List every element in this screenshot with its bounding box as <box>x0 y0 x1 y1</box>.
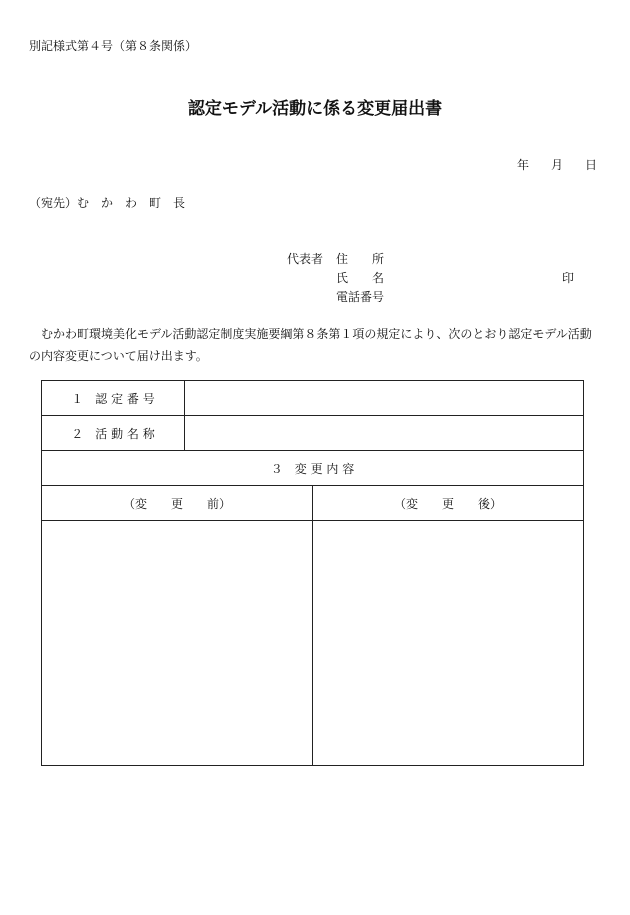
form-number: 別記様式第４号（第８条関係） <box>29 39 198 53</box>
name-label: 氏 名 <box>336 271 385 285</box>
table-row <box>42 381 584 416</box>
addressee: （宛先）む か わ 町 長 <box>29 196 186 210</box>
before-change-heading: （変 更 前） <box>42 486 313 521</box>
seal-mark: 印 <box>562 271 575 285</box>
address-label: 住 所 <box>336 252 385 266</box>
date-month-label: 月 <box>550 158 563 172</box>
certification-number-field[interactable] <box>185 381 584 416</box>
date-line <box>517 156 597 173</box>
after-change-field[interactable] <box>313 521 584 766</box>
date-year-label: 年 <box>516 158 529 172</box>
change-content-heading: ３ 変 更 内 容 <box>42 451 584 486</box>
change-notification-table <box>41 380 584 766</box>
document-title: 認定モデル活動に係る変更届出書 <box>187 99 443 119</box>
activity-name-field[interactable] <box>185 416 584 451</box>
table-row <box>42 521 584 766</box>
phone-label: 電話番号 <box>336 290 385 304</box>
body-paragraph: むかわ町環境美化モデル活動認定制度実施要綱第８条第１項の規定により、次のとおり認定モデル活動の内容変更について届け出ます。 <box>29 327 592 363</box>
after-change-heading: （変 更 後） <box>313 486 584 521</box>
table-row <box>42 486 584 521</box>
representative-label: 代表者 <box>287 252 324 266</box>
date-day-label: 日 <box>584 158 597 172</box>
activity-name-label: ２ 活 動 名 称 <box>42 416 185 451</box>
table-row <box>42 451 584 486</box>
table-row <box>42 416 584 451</box>
certification-number-label: １ 認 定 番 号 <box>42 381 185 416</box>
before-change-field[interactable] <box>42 521 313 766</box>
